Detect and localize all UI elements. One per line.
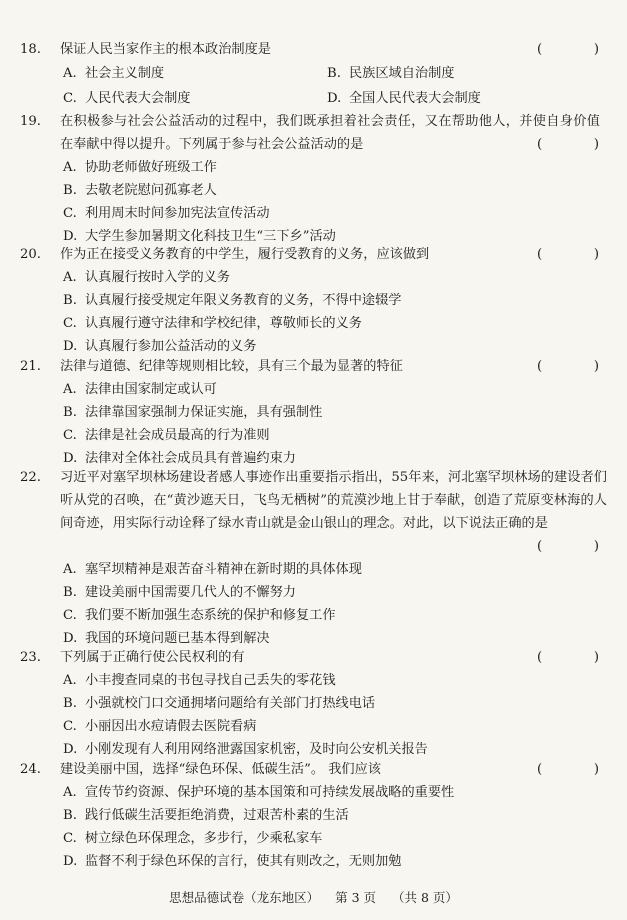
footer-page-number: 第 3 页	[335, 890, 376, 905]
option-c: C. 我们要不断加强生态系统的保护和修复工作	[63, 608, 336, 623]
page-footer	[0, 888, 627, 906]
answer-parentheses[interactable]: ( )	[537, 359, 599, 374]
option-a: A. 社会主义制度	[63, 66, 165, 81]
answer-parentheses[interactable]: ( )	[537, 650, 599, 665]
option-a: A. 认真履行按时入学的义务	[63, 270, 231, 285]
option-c: C. 小丽因出水痘请假去医院看病	[63, 719, 257, 734]
option-a: A. 塞罕坝精神是艰苦奋斗精神在新时期的具体体现	[63, 562, 362, 577]
answer-parentheses[interactable]: ( )	[537, 539, 599, 554]
option-b: B. 去敬老院慰问孤寡老人	[63, 183, 217, 198]
option-c: C. 人民代表大会制度	[63, 91, 191, 106]
question-number: 21.	[20, 359, 41, 374]
answer-parentheses[interactable]: ( )	[537, 247, 599, 262]
answer-parentheses[interactable]: ( )	[537, 42, 599, 57]
answer-parentheses[interactable]: ( )	[537, 762, 599, 777]
option-a: A. 小丰搜查同桌的书包寻找自己丢失的零花钱	[63, 673, 336, 688]
option-c: C. 树立绿色环保理念，多步行，少乘私家车	[63, 831, 323, 846]
question-number: 23.	[20, 650, 41, 665]
option-a: A. 法律由国家制定或认可	[63, 382, 217, 397]
option-b: B. 民族区域自治制度	[327, 66, 455, 81]
question-stem: 21. 法律与道德、纪律等规则相比较，具有三个最为显著的特征	[60, 355, 547, 378]
option-c: C. 法律是社会成员最高的行为准则	[63, 428, 270, 443]
question-stem: 22. 习近平对塞罕坝林场建设者感人事迹作出重要指示指出，55年来，河北塞罕坝林场的建设者们听从党的召唤，在“黄沙遮天日，飞鸟无栖树”的荒漠沙地上甘于奉献，创造了荒原变林海的人间奇迹，用实际行动诠释了绿水青山就是金山银山的理念。对此，以下说法正确的是	[60, 466, 607, 535]
question-number: 24.	[20, 762, 41, 777]
option-b: B. 建设美丽中国需要几代人的不懈努力	[63, 585, 296, 600]
question-stem: 18. 保证人民当家作主的根本政治制度是	[60, 38, 547, 61]
footer-total-pages: （共 8 页）	[391, 890, 458, 905]
option-d: D. 我国的环境问题已基本得到解决	[63, 631, 270, 646]
question-number: 18.	[20, 42, 41, 57]
question-number: 19.	[20, 114, 41, 129]
option-d: D. 认真履行参加公益活动的义务	[63, 339, 257, 354]
option-d: D. 小刚发现有人利用网络泄露国家机密，及时向公安机关报告	[63, 742, 428, 757]
question-stem: 24. 建设美丽中国，选择“绿色环保、低碳生活”。 我们应该	[60, 758, 547, 781]
option-b: B. 践行低碳生活要拒绝消费，过艰苦朴素的生活	[63, 808, 349, 823]
option-d: D. 全国人民代表大会制度	[327, 91, 481, 106]
question-stem: 20. 作为正在接受义务教育的中学生，履行受教育的义务，应该做到	[60, 243, 547, 266]
question-stem: 23. 下列属于正确行使公民权利的有	[60, 646, 547, 669]
option-c: C. 认真履行遵守法律和学校纪律，尊敬师长的义务	[63, 316, 362, 331]
question-number: 20.	[20, 247, 41, 262]
question-stem: 19. 在积极参与社会公益活动的过程中，我们既承担着社会责任，又在帮助他人，并使自身价值在奉献中得以提升。下列属于参与社会公益活动的是	[60, 110, 600, 156]
option-a: A. 协助老师做好班级工作	[63, 160, 217, 175]
option-b: B. 小强就校门口交通拥堵问题给有关部门打热线电话	[63, 696, 376, 711]
answer-parentheses[interactable]: ( )	[537, 137, 599, 152]
option-d: D. 监督不利于绿色环保的言行，使其有则改之，无则加勉	[63, 854, 402, 869]
question-number: 22.	[20, 470, 41, 485]
option-d: D. 法律对全体社会成员具有普遍约束力	[63, 451, 296, 466]
option-d: D. 大学生参加暑期文化科技卫生“三下乡”活动	[63, 229, 336, 244]
option-c: C. 利用周末时间参加宪法宣传活动	[63, 206, 270, 221]
footer-subject: 思想品德试卷（龙东地区）	[169, 890, 320, 905]
option-a: A. 宣传节约资源、保护环境的基本国策和可持续发展战略的重要性	[63, 785, 455, 800]
option-b: B. 认真履行接受规定年限义务教育的义务，不得中途辍学	[63, 293, 402, 308]
option-b: B. 法律靠国家强制力保证实施，具有强制性	[63, 405, 323, 420]
